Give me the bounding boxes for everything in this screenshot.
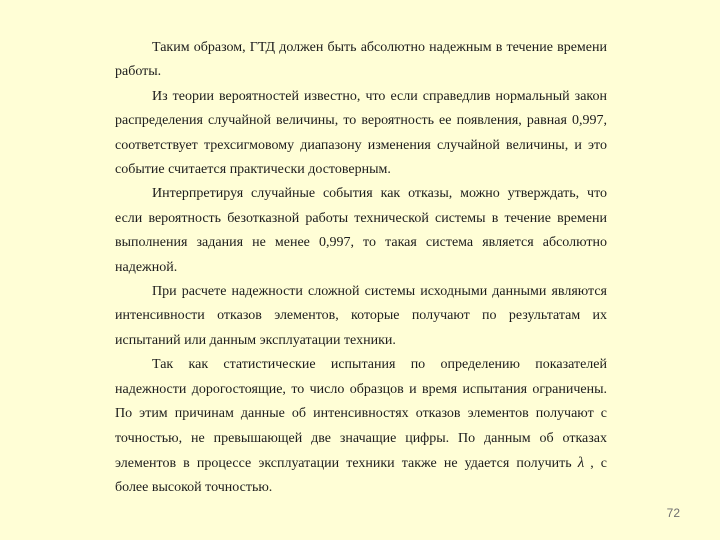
paragraph-3: Интерпретируя случайные события как отказы, можно утверждать, что если вероятность безотказной работы технической системы в течение времени выполнения задания не менее 0,997, то такая система является абсолютно надежной. — [115, 186, 607, 275]
lambda-symbol: λ — [577, 454, 585, 471]
paragraph-1: Таким образом, ГТД должен быть абсолютно надежным в течение времени работы. — [115, 40, 607, 80]
paragraph-4: При расчете надежности сложной системы исходными данными являются интенсивности отказов элементов, которые получают по результатам их испытаний или данным эксплуатации техники. — [115, 284, 607, 348]
document-body — [115, 36, 607, 501]
paragraph-5-text: Так как статистические испытания по определению показателей надежности дорогостоящие, то число образцов и время испытания ограничены. По этим причинам данные об интенсивностях отказов элементов получают с точностью, не превышающей две значащие цифры. По данным об отказах элементов в процессе эксплуатации техники также не удается получить — [115, 357, 607, 471]
page-number: 72 — [666, 506, 680, 520]
paragraph-5 — [115, 353, 607, 500]
paragraph-2: Из теории вероятностей известно, что если справедлив нормальный закон распределения случайной величины, то вероятность ее появления, равная 0,997, соответствует трехсигмовому диапазону изменения случайной величины, и это событие считается практически достоверным. — [115, 88, 607, 178]
paragraph-5-text-end: , с более высокой точностью. — [115, 455, 607, 496]
